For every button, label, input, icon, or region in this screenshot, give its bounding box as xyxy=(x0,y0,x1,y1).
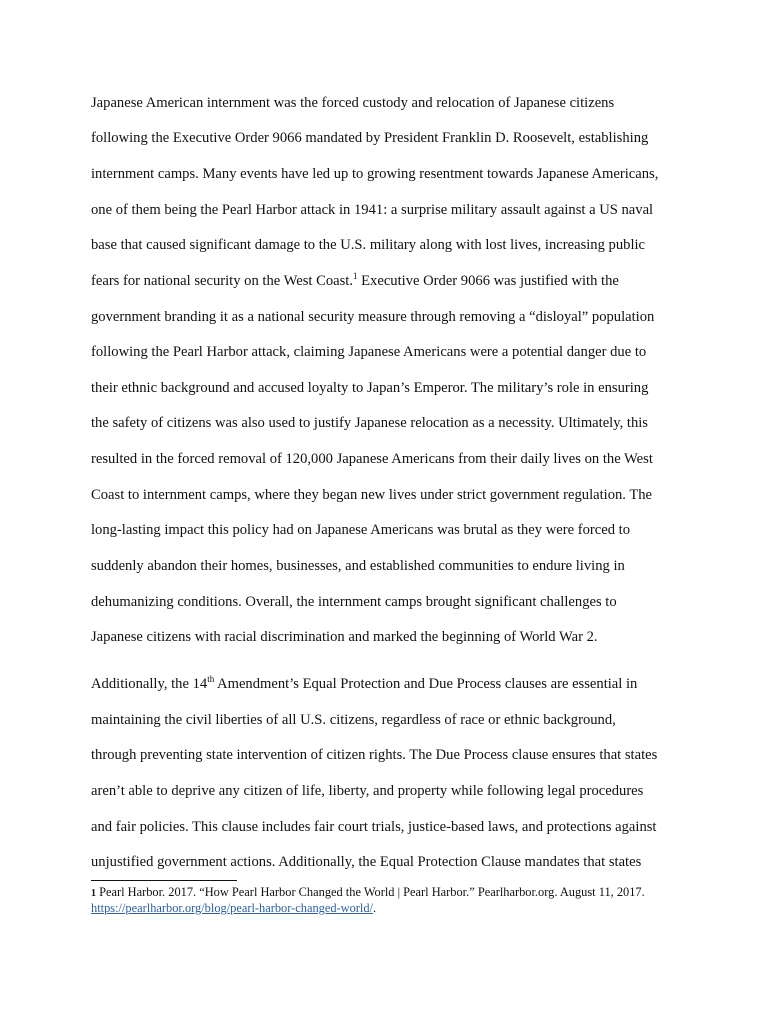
body-line: one of them being the Pearl Harbor attack in 1941: a surprise military assault against a US naval xyxy=(91,202,654,218)
body-line: following the Pearl Harbor attack, claiming Japanese Americans were a potential danger due to xyxy=(91,344,647,360)
body-line: Japanese American internment was the forced custody and relocation of Japanese citizens xyxy=(91,95,615,111)
body-line: suddenly abandon their homes, businesses, and established communities to endure living in xyxy=(91,558,625,574)
body-line: Japanese citizens with racial discrimination and marked the beginning of World War 2. xyxy=(91,629,598,645)
body-line: their ethnic background and accused loyalty to Japan’s Emperor. The military’s role in ensuring xyxy=(91,380,649,396)
ordinal-superscript: th xyxy=(207,674,215,685)
body-line: Coast to internment camps, where they began new lives under strict government regulation. The xyxy=(91,487,653,503)
footnote-reference[interactable]: 1 xyxy=(352,271,358,282)
body-line: resulted in the forced removal of 120,000 Japanese Americans from their daily lives on the West xyxy=(91,451,653,467)
body-line: government branding it as a national security measure through removing a “disloyal” population xyxy=(91,309,655,325)
body-line: long-lasting impact this policy had on Japanese Americans was brutal as they were forced to xyxy=(91,522,630,538)
body-line: following the Executive Order 9066 mandated by President Franklin D. Roosevelt, establishing xyxy=(91,130,649,146)
body-line: through preventing state intervention of citizen rights. The Due Process clause ensures that states xyxy=(91,747,658,763)
footnote-mark: 1 xyxy=(91,888,96,899)
body-line: the safety of citizens was also used to justify Japanese relocation as a necessity. Ultimately, this xyxy=(91,415,648,431)
body-text: fears for national security on the West Coast. xyxy=(91,273,353,289)
body-line: dehumanizing conditions. Overall, the internment camps brought significant challenges to xyxy=(91,594,617,610)
footnote-line xyxy=(91,901,376,916)
body-line: and fair policies. This clause includes fair court trials, justice-based laws, and protections against xyxy=(91,819,657,835)
body-line: aren’t able to deprive any citizen of life, liberty, and property while following legal procedures xyxy=(91,783,644,799)
body-line: base that caused significant damage to the U.S. military along with lost lives, increasing public xyxy=(91,237,646,253)
footnote-text: Pearl Harbor. 2017. “How Pearl Harbor Changed the World | Pearl Harbor.” Pearlharbor.org. August 11, 2017. xyxy=(96,885,645,899)
footnote-link[interactable]: https://pearlharbor.org/blog/pearl-harbor-changed-world/ xyxy=(91,901,374,915)
body-line xyxy=(91,675,637,693)
body-text: Amendment’s Equal Protection and Due Process clauses are essential in xyxy=(214,676,638,692)
footnote-separator xyxy=(91,880,237,881)
body-line xyxy=(91,272,619,290)
body-line: unjustified government actions. Additionally, the Equal Protection Clause mandates that states xyxy=(91,854,642,870)
body-text: Additionally, the 14 xyxy=(91,676,208,692)
body-line: maintaining the civil liberties of all U.S. citizens, regardless of race or ethnic background, xyxy=(91,712,616,728)
body-line: internment camps. Many events have led up to growing resentment towards Japanese Americans, xyxy=(91,166,659,182)
body-text: Executive Order 9066 was justified with the xyxy=(357,273,619,289)
footnote-link-punctuation: . xyxy=(373,901,377,915)
footnote-line xyxy=(91,885,645,901)
